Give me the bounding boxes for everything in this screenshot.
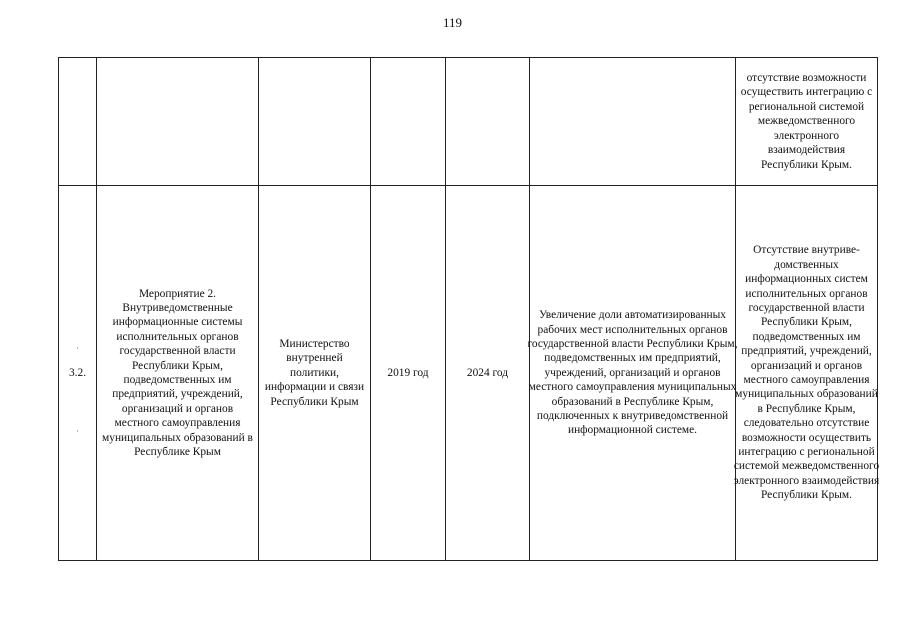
page-number: 119 bbox=[442, 15, 463, 30]
cell-number bbox=[59, 58, 97, 186]
measures-table bbox=[58, 57, 878, 561]
scan-mark: · bbox=[76, 343, 79, 353]
table-row bbox=[59, 58, 878, 186]
cell-event: Мероприятие 2. Внутриведомственные информационные системы исполнительных органов государственной власти Республики Крым, подведомственных им предприятий, учреждений, организаций и органов местного самоуправления муниципальных образований в Республике Крым bbox=[97, 186, 259, 561]
cell-executor bbox=[259, 58, 371, 186]
cell-result: Увеличение доли автоматизированных рабочих мест исполнительных органов государственной власти Республики Крым, подведомственных им предприятий, учреждений, организаций и органов местного самоуправления муниципальных образований в Республике Крым, подключенных к внутриведомственной информационной системе. bbox=[530, 186, 736, 561]
scan-mark: · bbox=[76, 426, 79, 436]
cell-consequences: Отсутствие внутриве-домственных информационных систем исполнительных органов государственной власти Республики Крым, подведомственных им предприятий, учреждений, организаций и органов местного самоуправления муниципальных образований в Республике Крым, следовательно отсутствие возможности осуществить интеграцию с региональной системой межведомственного электронного взаимодействия Республики Крым. bbox=[736, 186, 878, 561]
cell-result bbox=[530, 58, 736, 186]
table-row bbox=[59, 186, 878, 561]
cell-end-year bbox=[446, 58, 530, 186]
cell-end-year: 2024 год bbox=[446, 186, 530, 561]
cell-start-year: 2019 год bbox=[371, 186, 446, 561]
cell-number: 3.2. bbox=[59, 186, 97, 561]
cell-executor: Министерство внутренней политики, информации и связи Республики Крым bbox=[259, 186, 371, 561]
cell-start-year bbox=[371, 58, 446, 186]
cell-event bbox=[97, 58, 259, 186]
cell-consequences: отсутствие возможности осуществить интеграцию с региональной системой межведомственного электронного взаимодействия Республики Крым. bbox=[736, 58, 878, 186]
